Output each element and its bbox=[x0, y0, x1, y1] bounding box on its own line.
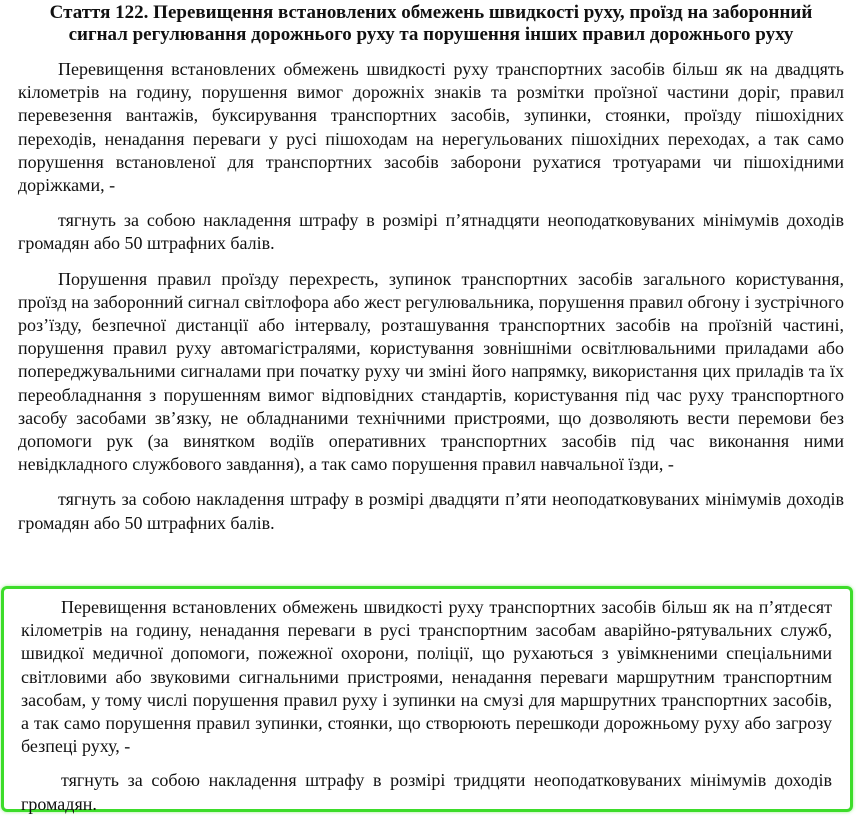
paragraph: Порушення правил проїзду перехресть, зупинок транспортних засобів загального користування, проїзд на заборонний сигнал світлофора або жест регулювальника, порушення правил обгону і зустрічного роз’їзду, безпечної дистанції або інтервалу, розташування транспортних засобів на проїзній частині, порушення правил руху автомагістралями, користування зовнішніми освітлювальними приладами або попереджувальними сигналами при початку руху чи зміні його напрямку, використання цих приладів та їх переобладнання з порушенням вимог відповідних стандартів, користування під час руху транспортного засобу засобами зв’язку, не обладнаними технічними пристроями, що дозволяють вести перемови без допомоги рук (за винятком водіїв оперативних транспортних засобів під час виконання ними невідкладного службового завдання), а так само порушення правил навчальної їзди, - bbox=[18, 268, 844, 475]
document-body bbox=[18, 0, 844, 547]
paragraph: тягнуть за собою накладення штрафу в розмірі двадцяти п’яти неоподатковуваних мінімумів доходів громадян або 50 штрафних балів. bbox=[18, 489, 844, 533]
highlighted-paragraph: Перевищення встановлених обмежень швидкості руху транспортних засобів більш як на п’ятдесят кілометрів на годину, ненадання переваги в русі транспортним засобам аварійно-рятувальних служб, швидкої медичної допомоги, пожежної охорони, поліції, що рухаються з увімкненими спеціальними світловими або звуковими сигнальними пристроями, ненадання переваги маршрутним транспортним засобам, у тому числі порушення правил руху і зупинки на смузі для маршрутних транспортних засобів, а так само порушення правил зупинки, стоянки, що створюють перешкоди дорожньому руху або загрозу безпеці руху, - bbox=[21, 597, 832, 757]
highlighted-paragraph: тягнуть за собою накладення штрафу в розмірі тридцяти неоподатковуваних мінімумів доходів громадян. bbox=[21, 770, 832, 814]
paragraph: тягнуть за собою накладення штрафу в розмірі п’ятнадцяти неоподатковуваних мінімумів доходів громадян або 50 штрафних балів. bbox=[18, 210, 844, 254]
highlighted-content bbox=[21, 596, 832, 827]
article-title: Стаття 122. Перевищення встановлених обмежень швидкості руху, проїзд на заборонний сигнал регулювання дорожнього руху та порушення інших правил дорожнього руху bbox=[49, 2, 813, 45]
highlighted-section bbox=[1, 586, 853, 812]
paragraph: Перевищення встановлених обмежень швидкості руху транспортних засобів більш як на двадцять кілометрів на годину, порушення вимог дорожніх знаків та розмітки проїзної частини доріг, правил перевезення вантажів, буксирування транспортних засобів, зупинки, стоянки, проїзду пішохідних переходів, ненадання переваги у русі пішоходам на нерегульованих пішохідних переходах, а так само порушення встановленої для транспортних засобів заборони рухатися тротуарами чи пішохідними доріжками, - bbox=[18, 59, 844, 196]
